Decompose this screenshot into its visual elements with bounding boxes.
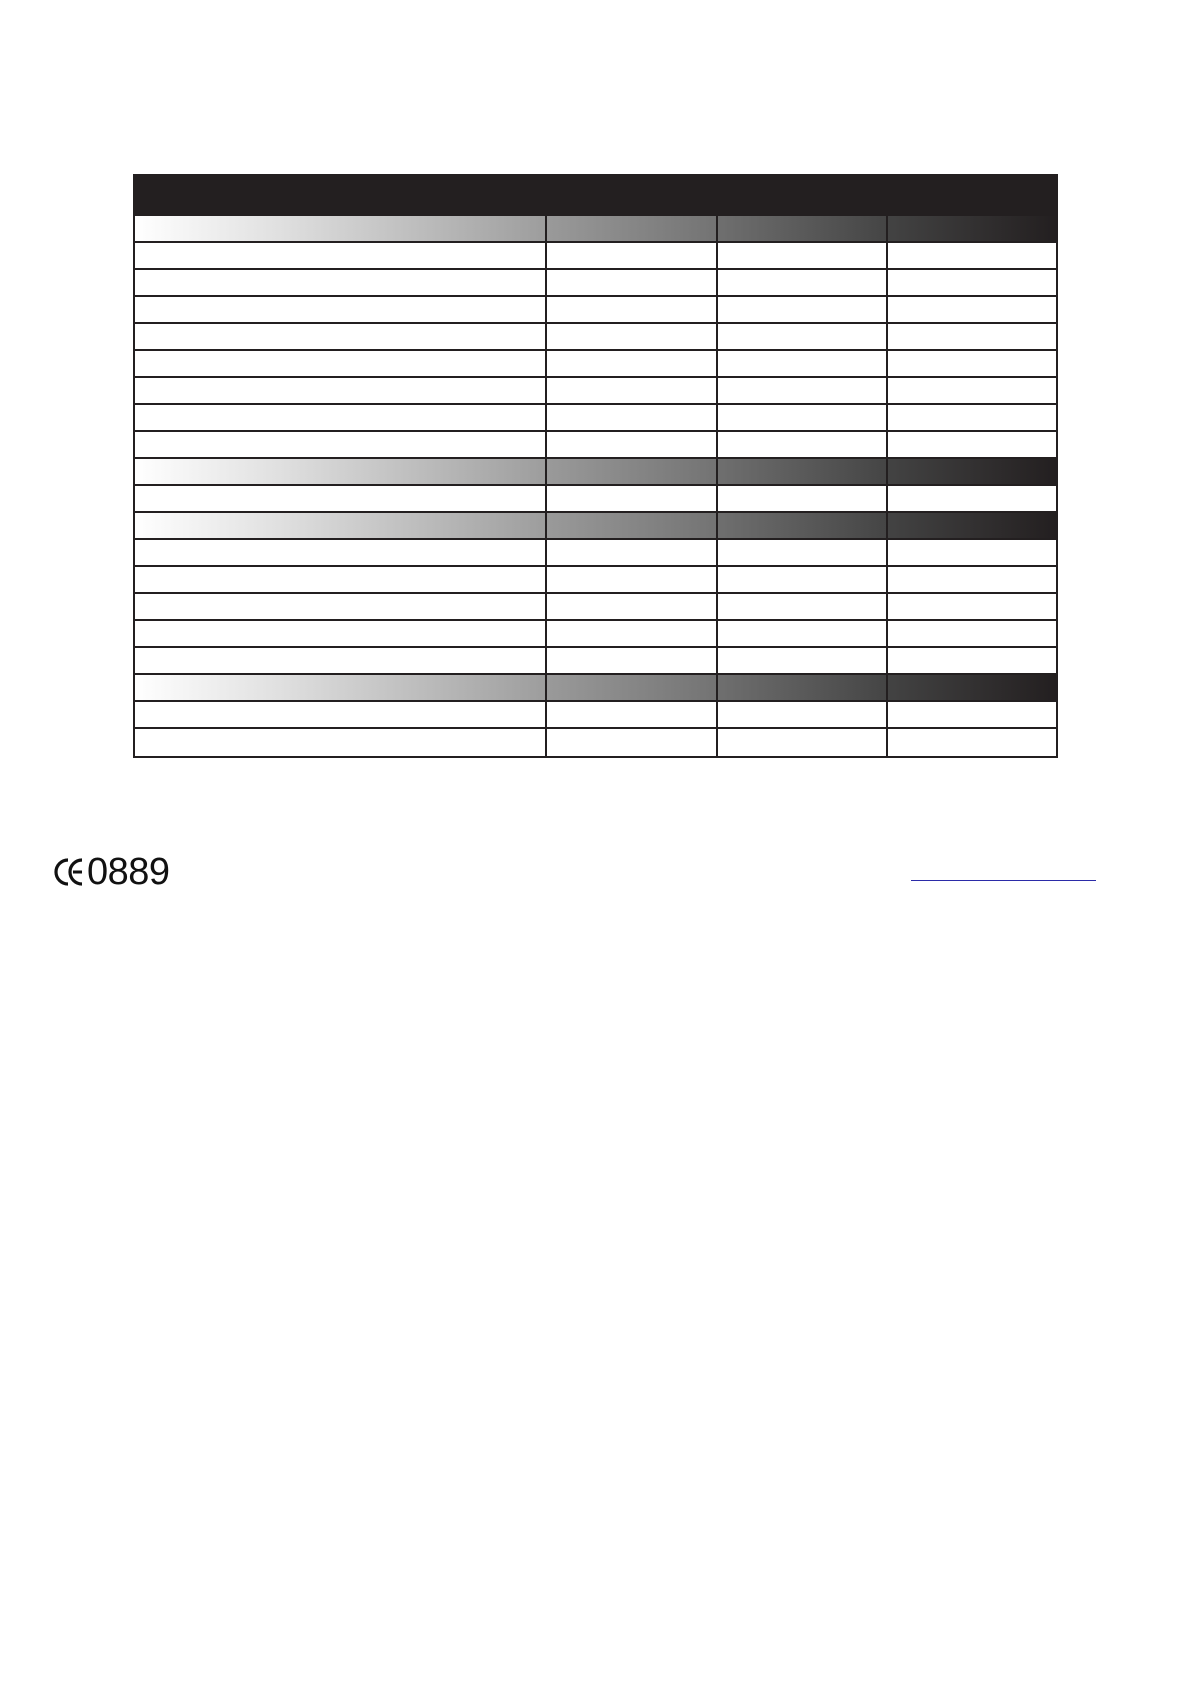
table-cell bbox=[547, 216, 718, 241]
table-cell bbox=[718, 513, 888, 538]
table-cell bbox=[718, 648, 888, 673]
table-cell bbox=[135, 486, 547, 511]
table-cell bbox=[718, 594, 888, 619]
table-cell bbox=[888, 405, 1056, 430]
table-cell bbox=[135, 702, 547, 727]
table-cell bbox=[135, 324, 547, 349]
table-cell bbox=[718, 486, 888, 511]
table-row bbox=[135, 243, 1056, 270]
table-row bbox=[135, 567, 1056, 594]
table-cell bbox=[135, 432, 547, 457]
table-cell bbox=[547, 675, 718, 700]
table-cell bbox=[547, 702, 718, 727]
table-cell bbox=[718, 432, 888, 457]
spec-table bbox=[133, 174, 1058, 758]
table-row bbox=[135, 702, 1056, 729]
table-cell bbox=[547, 297, 718, 322]
table-row bbox=[135, 405, 1056, 432]
table-cell bbox=[888, 351, 1056, 376]
table-cell bbox=[888, 648, 1056, 673]
table-cell bbox=[547, 270, 718, 295]
table-cell bbox=[135, 243, 547, 268]
table-cell bbox=[547, 378, 718, 403]
table-cell bbox=[888, 297, 1056, 322]
table-row bbox=[135, 351, 1056, 378]
table-cell bbox=[718, 405, 888, 430]
table-cell bbox=[135, 297, 547, 322]
table-row bbox=[135, 432, 1056, 459]
table-cell bbox=[888, 459, 1056, 484]
table-cell bbox=[718, 270, 888, 295]
table-cell bbox=[888, 324, 1056, 349]
table-cell bbox=[718, 216, 888, 241]
table-row bbox=[135, 648, 1056, 675]
table-cell bbox=[888, 378, 1056, 403]
table-cell bbox=[888, 702, 1056, 727]
table-cell bbox=[547, 648, 718, 673]
table-cell bbox=[547, 324, 718, 349]
table-cell bbox=[547, 621, 718, 646]
table-cell bbox=[888, 621, 1056, 646]
table-row bbox=[135, 729, 1056, 756]
table-section-header-row bbox=[135, 675, 1056, 702]
table-cell bbox=[135, 216, 547, 241]
ce-mark-icon bbox=[54, 856, 86, 888]
table-cell bbox=[135, 729, 547, 756]
table-cell bbox=[135, 270, 547, 295]
notified-body-number: 0889 bbox=[87, 851, 170, 893]
table-cell bbox=[135, 351, 547, 376]
table-cell bbox=[547, 540, 718, 565]
table-cell bbox=[547, 729, 718, 756]
table-cell bbox=[135, 540, 547, 565]
table-cell bbox=[718, 729, 888, 756]
table-cell bbox=[135, 594, 547, 619]
table-cell bbox=[547, 594, 718, 619]
table-row bbox=[135, 297, 1056, 324]
ce-certification-mark bbox=[54, 853, 170, 891]
table-row bbox=[135, 378, 1056, 405]
table-section-header-row bbox=[135, 513, 1056, 540]
table-body bbox=[135, 216, 1056, 756]
table-cell bbox=[547, 486, 718, 511]
table-cell bbox=[888, 432, 1056, 457]
table-cell bbox=[718, 702, 888, 727]
table-cell bbox=[135, 675, 547, 700]
hyperlink-underline[interactable] bbox=[911, 880, 1096, 881]
table-cell bbox=[547, 513, 718, 538]
table-cell bbox=[547, 432, 718, 457]
table-cell bbox=[888, 513, 1056, 538]
table-cell bbox=[135, 621, 547, 646]
table-cell bbox=[718, 567, 888, 592]
table-row bbox=[135, 594, 1056, 621]
table-cell bbox=[135, 513, 547, 538]
table-cell bbox=[135, 648, 547, 673]
table-section-header-row bbox=[135, 459, 1056, 486]
table-cell bbox=[888, 567, 1056, 592]
table-cell bbox=[718, 459, 888, 484]
table-row bbox=[135, 270, 1056, 297]
table-cell bbox=[135, 459, 547, 484]
table-cell bbox=[888, 594, 1056, 619]
table-row bbox=[135, 324, 1056, 351]
table-cell bbox=[888, 729, 1056, 756]
table-cell bbox=[547, 405, 718, 430]
table-cell bbox=[718, 324, 888, 349]
table-cell bbox=[888, 270, 1056, 295]
table-cell bbox=[888, 486, 1056, 511]
table-cell bbox=[547, 567, 718, 592]
table-cell bbox=[888, 675, 1056, 700]
table-cell bbox=[547, 243, 718, 268]
table-cell bbox=[718, 297, 888, 322]
table-cell bbox=[718, 621, 888, 646]
table-cell bbox=[135, 405, 547, 430]
table-cell bbox=[718, 351, 888, 376]
table-cell bbox=[547, 351, 718, 376]
table-cell bbox=[135, 378, 547, 403]
table-cell bbox=[718, 378, 888, 403]
table-section-header-row bbox=[135, 216, 1056, 243]
table-row bbox=[135, 621, 1056, 648]
table-header bbox=[135, 176, 1056, 216]
table-cell bbox=[718, 243, 888, 268]
table-cell bbox=[718, 540, 888, 565]
table-cell bbox=[888, 540, 1056, 565]
table-row bbox=[135, 486, 1056, 513]
table-cell bbox=[547, 459, 718, 484]
table-cell bbox=[888, 243, 1056, 268]
table-row bbox=[135, 540, 1056, 567]
table-cell bbox=[718, 675, 888, 700]
table-cell bbox=[135, 567, 547, 592]
table-cell bbox=[888, 216, 1056, 241]
